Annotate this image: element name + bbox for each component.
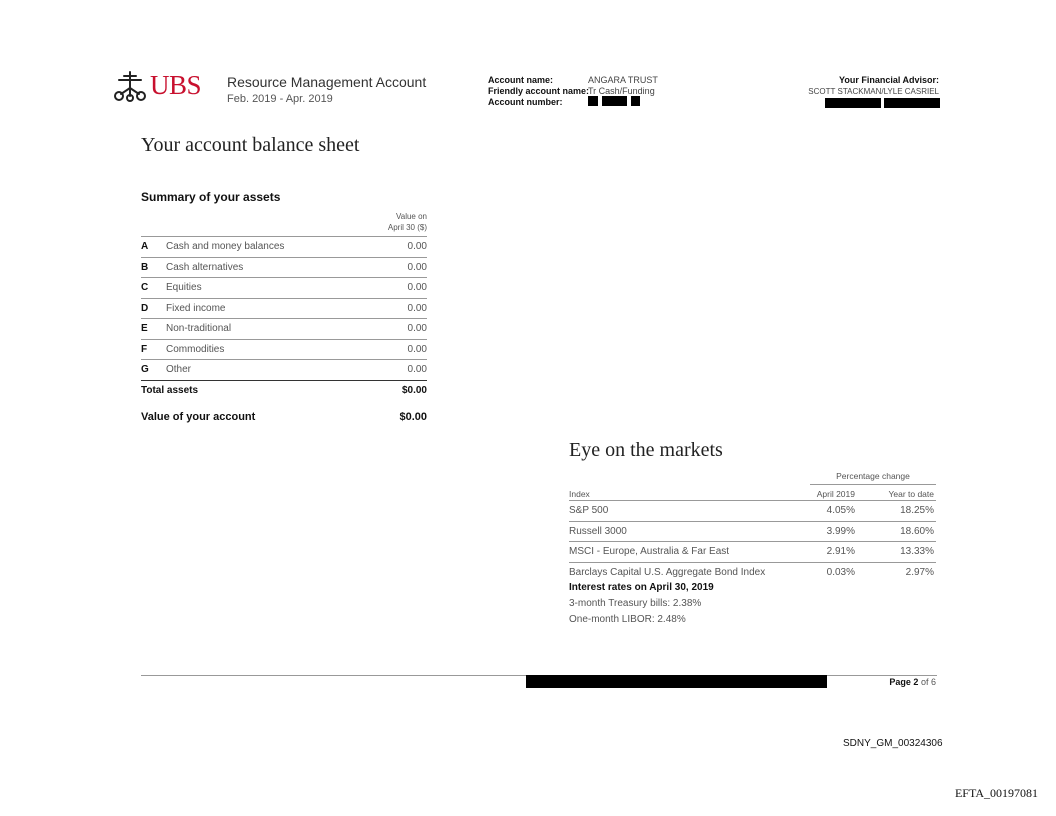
asset-value: 0.00 <box>407 241 427 252</box>
page-word: Page <box>889 677 911 687</box>
index-name: Russell 3000 <box>569 525 627 537</box>
table-row <box>569 521 936 542</box>
table-row <box>141 298 427 319</box>
asset-value: 0.00 <box>407 364 427 375</box>
asset-name: Non-traditional <box>166 323 232 334</box>
ytd-column-header: Year to date <box>888 489 934 499</box>
total-assets-value: $0.00 <box>401 384 427 396</box>
account-number-label: Account number: <box>488 97 563 107</box>
bates-number: SDNY_GM_00324306 <box>843 738 943 749</box>
asset-letter: E <box>141 323 148 334</box>
asset-summary-table <box>141 236 427 400</box>
asset-name: Equities <box>166 282 202 293</box>
asset-letter: D <box>141 302 149 314</box>
markets-table <box>569 500 936 582</box>
efta-number: EFTA_00197081 <box>954 786 1038 800</box>
page-total: 6 <box>930 677 936 687</box>
index-name: Barclays Capital U.S. Aggregate Bond Index <box>569 566 766 578</box>
table-row <box>141 359 427 380</box>
ytd-change: 18.60% <box>900 525 934 537</box>
summary-heading: Summary of your assets <box>141 190 281 204</box>
value-column-header <box>360 211 427 233</box>
interest-rate-line: 3-month Treasury bills: 2.38% <box>569 598 702 609</box>
ubs-keys-logo-icon <box>113 70 147 102</box>
page-heading: Your account balance sheet <box>141 134 360 156</box>
asset-letter: B <box>141 261 149 273</box>
asset-name: Cash and money balances <box>166 241 285 252</box>
month-column-header: April 2019 <box>816 489 855 499</box>
asset-name: Commodities <box>166 343 225 355</box>
total-assets-label: Total assets <box>141 384 199 396</box>
account-value-amount: $0.00 <box>399 411 427 423</box>
redaction-bar <box>884 98 940 108</box>
markets-heading: Eye on the markets <box>569 439 723 461</box>
ytd-change: 13.33% <box>900 546 934 557</box>
table-row <box>569 541 936 562</box>
statement-period: Feb. 2019 - Apr. 2019 <box>227 93 333 105</box>
table-row <box>141 257 427 278</box>
advisor-names: SCOTT STACKMAN/LYLE CASRIEL <box>808 87 939 96</box>
index-name: MSCI - Europe, Australia & Far East <box>569 546 730 557</box>
asset-letter: F <box>141 343 148 355</box>
table-row <box>141 236 427 257</box>
ytd-change: 2.97% <box>905 566 934 578</box>
friendly-name-value: Tr Cash/Funding <box>588 86 655 96</box>
page-current: 2 <box>913 677 919 687</box>
month-change: 0.03% <box>826 566 855 578</box>
asset-value: 0.00 <box>407 343 427 355</box>
table-row <box>141 277 427 298</box>
account-name-value: ANGARA TRUST <box>588 75 658 85</box>
redaction-bar <box>588 96 598 106</box>
percentage-change-header: Percentage change <box>836 471 910 481</box>
redaction-bar <box>825 98 881 108</box>
redaction-bar <box>526 675 827 688</box>
friendly-name-label: Friendly account name: <box>488 86 590 96</box>
table-row <box>141 339 427 360</box>
asset-value: 0.00 <box>407 282 427 293</box>
redaction-bar <box>631 96 640 106</box>
account-name-label: Account name: <box>488 75 554 85</box>
asset-name: Cash alternatives <box>166 261 244 273</box>
product-title: Resource Management Account <box>227 74 427 90</box>
month-change: 4.05% <box>826 505 855 516</box>
page-of: of <box>920 677 929 687</box>
page-number <box>889 677 936 687</box>
ytd-change: 18.25% <box>900 505 934 516</box>
asset-name: Fixed income <box>166 302 226 314</box>
month-change: 2.91% <box>826 546 855 557</box>
account-value-label: Value of your account <box>141 411 256 423</box>
table-row <box>569 500 936 521</box>
asset-letter: G <box>141 364 149 375</box>
asset-value: 0.00 <box>407 323 427 334</box>
asset-value: 0.00 <box>407 261 427 273</box>
value-header-line2: April 30 ($) <box>387 223 427 232</box>
redaction-bar <box>602 96 627 106</box>
asset-name: Other <box>166 364 192 375</box>
total-assets-row <box>141 380 427 401</box>
interest-rates-heading: Interest rates on April 30, 2019 <box>569 582 714 593</box>
asset-value: 0.00 <box>407 302 427 314</box>
asset-letter: A <box>141 241 149 252</box>
ubs-logo-text: UBS <box>150 70 202 100</box>
month-change: 3.99% <box>826 525 855 537</box>
asset-letter: C <box>141 282 149 293</box>
interest-rate-line: One-month LIBOR: 2.48% <box>569 614 686 625</box>
divider <box>810 484 936 485</box>
advisor-label: Your Financial Advisor: <box>838 75 939 85</box>
table-row <box>569 562 936 583</box>
index-column-header: Index <box>569 489 590 499</box>
table-row <box>141 318 427 339</box>
value-header-line1: Value on <box>396 212 427 221</box>
index-name: S&P 500 <box>569 505 609 516</box>
markets-column-headers <box>569 487 936 500</box>
